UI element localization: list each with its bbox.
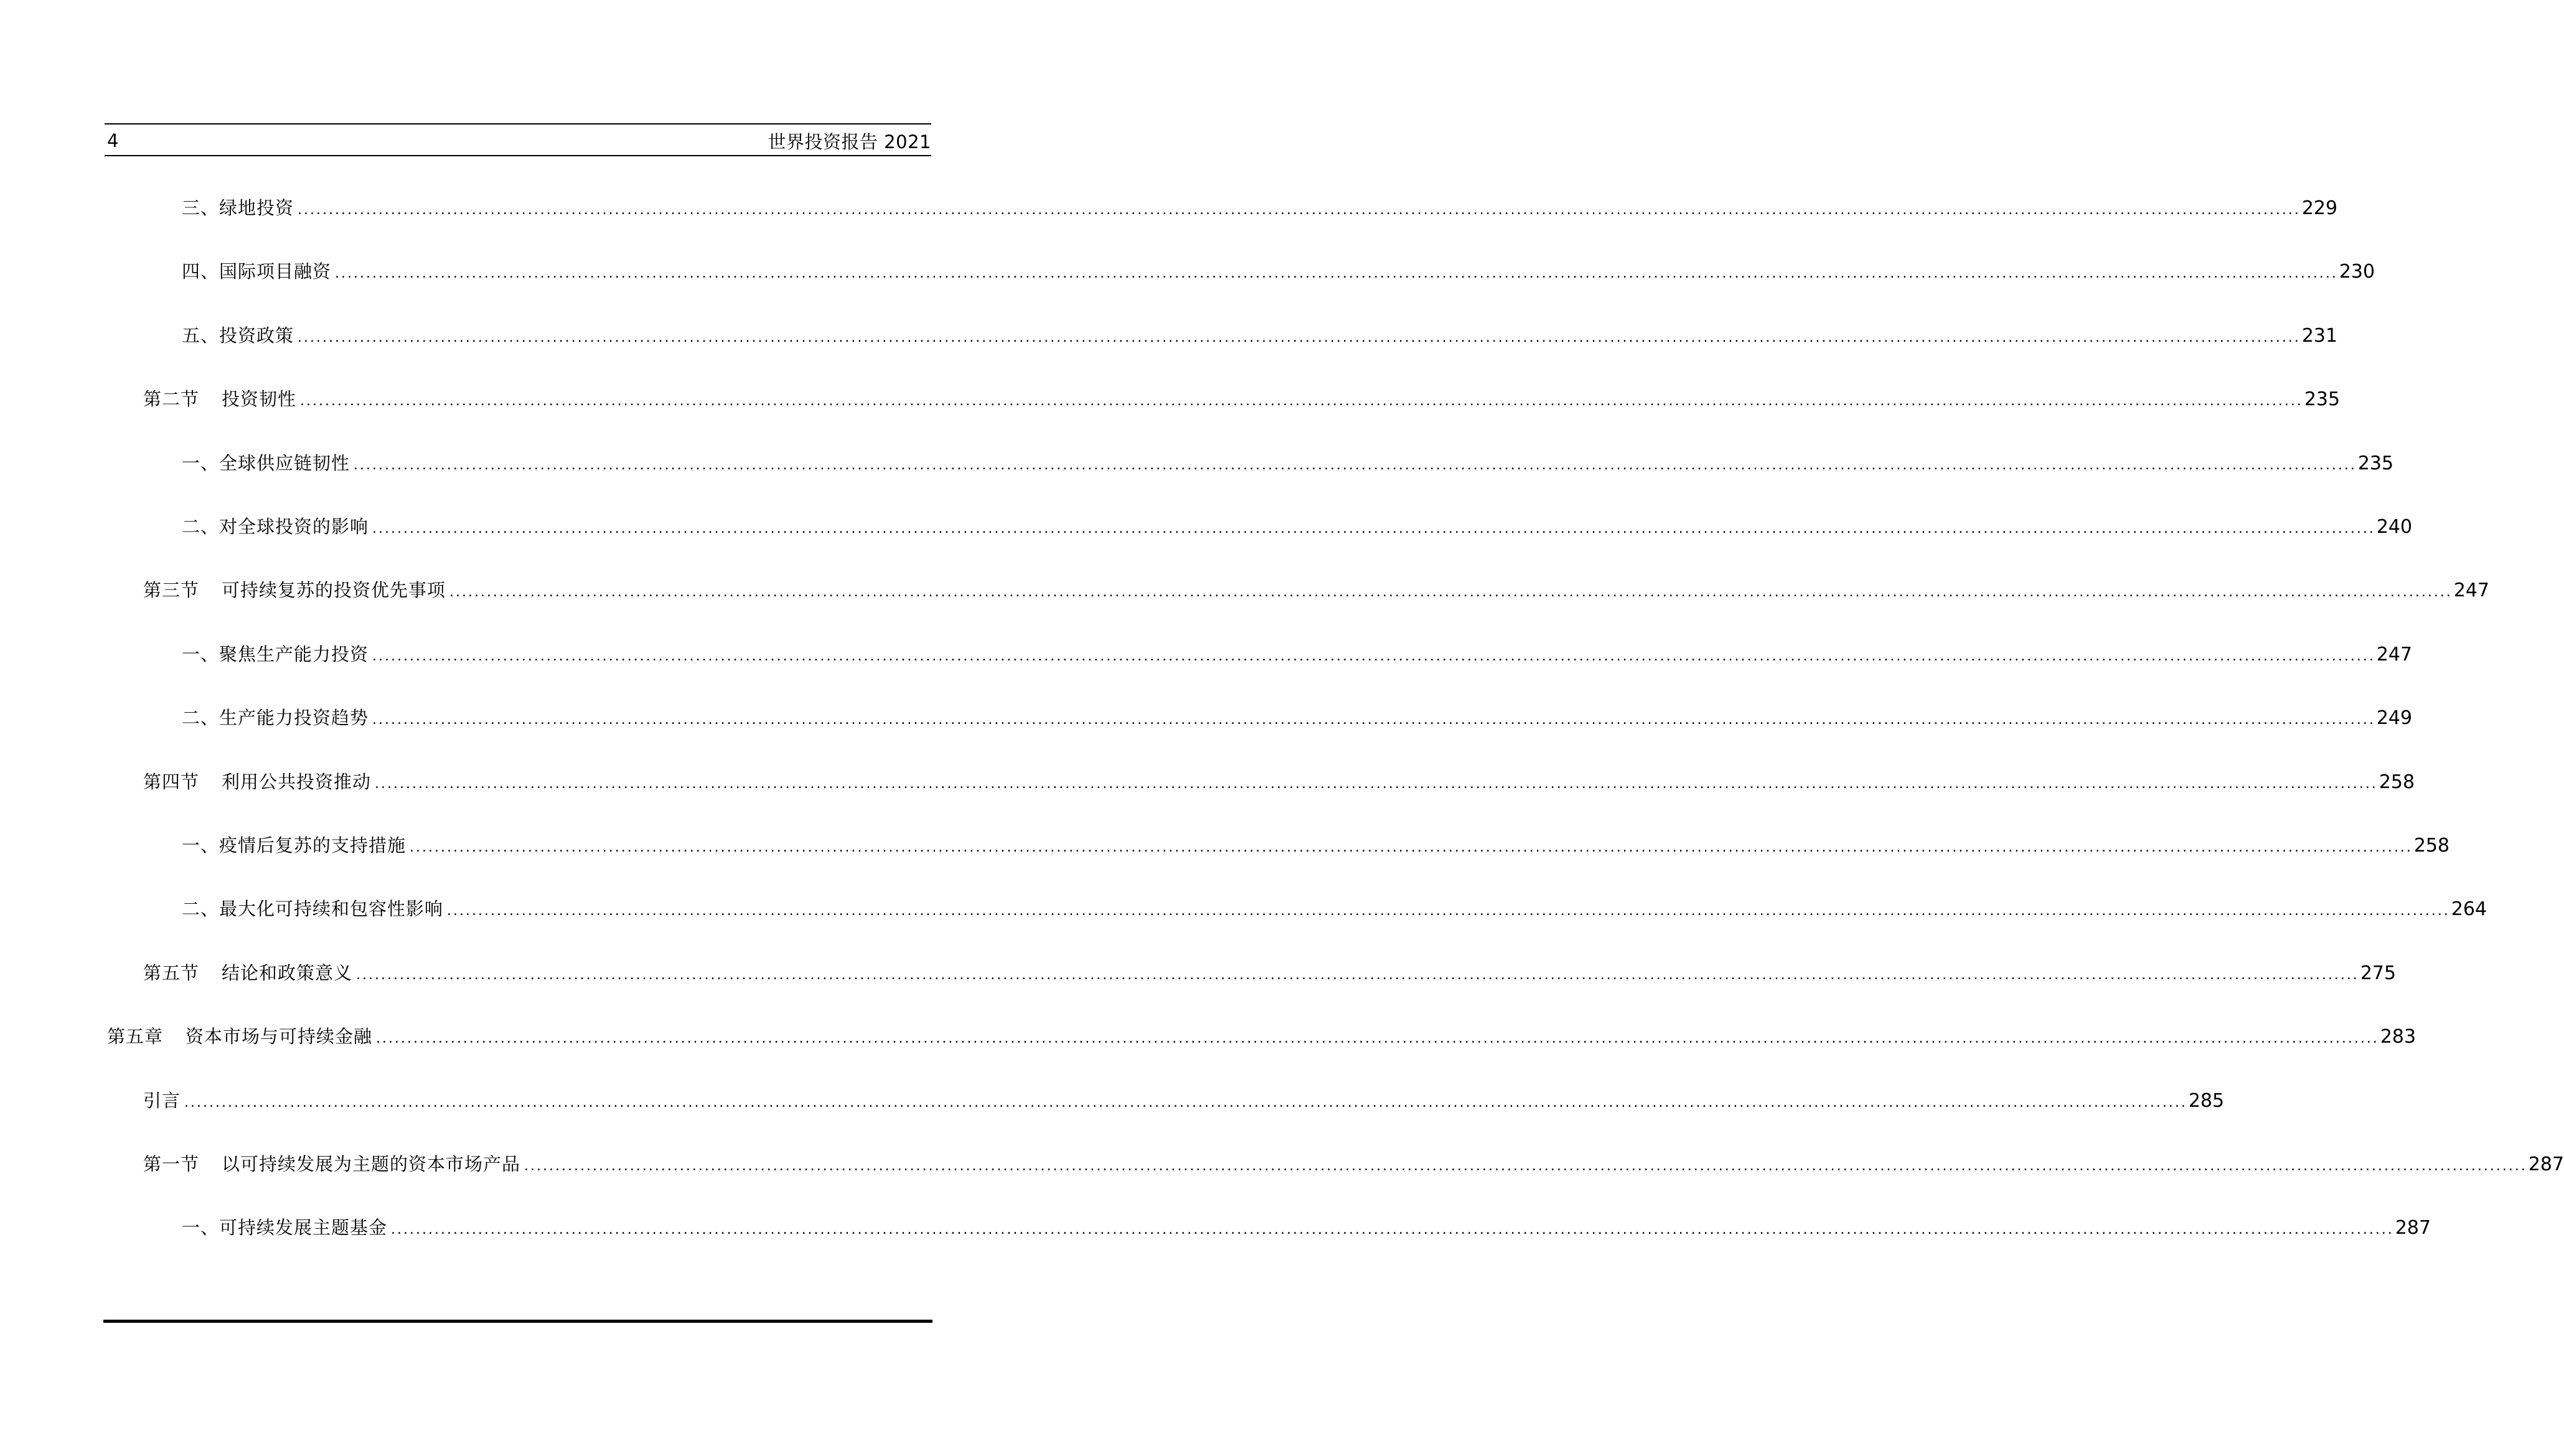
toc-entry-label: 一、可持续发展主题基金 — [182, 1217, 388, 1239]
toc-entry-label: 一、疫情后复苏的支持措施 — [182, 835, 406, 856]
toc-entry-page-number: 247 — [2453, 580, 2490, 602]
toc-entry-page-number: 247 — [2376, 643, 2413, 665]
toc-entry-section-number: 第五节 — [143, 962, 200, 984]
toc-entry[interactable] — [182, 513, 2413, 540]
toc-entry[interactable] — [107, 1023, 2416, 1050]
toc-entry-page-number: 240 — [2376, 516, 2413, 538]
toc-entry-page-number: 249 — [2376, 707, 2413, 730]
toc-entry[interactable] — [143, 768, 2415, 796]
toc-entry-label: 二、最大化可持续和包容性影响 — [182, 898, 444, 920]
toc-entry-label — [143, 385, 296, 411]
toc-entry-label: 五、投资政策 — [182, 324, 294, 346]
toc-entry-label: 引言 — [143, 1089, 181, 1111]
running-title: 世界投资报告 2021 — [768, 131, 931, 153]
toc-entry-label: 一、全球供应链韧性 — [182, 452, 350, 474]
toc-leader-dots: .................................................................................................................................................................................................................................................................................................................................. — [300, 393, 2303, 410]
toc-leader-dots: .................................................................................................................................................................................................................................................................................................................................. — [375, 776, 2378, 792]
toc-leader-dots: .................................................................................................................................................................................................................................................................................................................................. — [184, 1094, 2187, 1111]
toc-entry[interactable] — [143, 959, 2397, 987]
toc-entry-page-number: 264 — [2451, 898, 2487, 921]
toc-entry[interactable] — [182, 895, 2487, 923]
toc-entry-label — [143, 576, 446, 602]
toc-entry-section-number: 第五章 — [107, 1026, 164, 1048]
toc-entry-label: 一、聚焦生产能力投资 — [182, 643, 369, 665]
page-header — [107, 127, 931, 154]
toc-entry-page-number: 231 — [2301, 324, 2338, 347]
toc-entry-label — [107, 1023, 372, 1048]
toc-leader-dots: .................................................................................................................................................................................................................................................................................................................................. — [298, 202, 2301, 218]
toc-leader-dots: .................................................................................................................................................................................................................................................................................................................................. — [391, 1222, 2394, 1238]
toc-entry-title: 利用公共投资推动 — [222, 771, 372, 792]
toc-entry-label — [143, 768, 371, 794]
toc-entry-section-number: 第三节 — [143, 580, 200, 601]
toc-entry-page-number: 229 — [2301, 197, 2338, 219]
toc-entry[interactable] — [182, 449, 2394, 477]
toc-leader-dots: .................................................................................................................................................................................................................................................................................................................................. — [372, 521, 2375, 537]
toc-entry[interactable] — [143, 385, 2341, 413]
toc-leader-dots: .................................................................................................................................................................................................................................................................................................................................. — [298, 329, 2301, 345]
toc-entry-label — [143, 1150, 520, 1176]
toc-leader-dots: .................................................................................................................................................................................................................................................................................................................................. — [410, 840, 2413, 855]
toc-entry-page-number: 283 — [2380, 1026, 2416, 1048]
toc-entry[interactable] — [182, 194, 2338, 222]
toc-entry-label: 二、生产能力投资趋势 — [182, 707, 369, 729]
toc-entry[interactable] — [182, 704, 2413, 731]
toc-leader-dots: .................................................................................................................................................................................................................................................................................................................................. — [335, 266, 2338, 282]
toc-leader-dots: .................................................................................................................................................................................................................................................................................................................................. — [354, 457, 2357, 473]
toc-entry-section-number: 第一节 — [143, 1153, 200, 1175]
toc-entry[interactable] — [182, 832, 2450, 859]
toc-entry[interactable] — [143, 1087, 2225, 1114]
toc-leader-dots: .................................................................................................................................................................................................................................................................................................................................. — [372, 648, 2375, 664]
toc-entry[interactable] — [182, 641, 2413, 668]
toc-entry-title: 以可持续发展为主题的资本市场产品 — [222, 1153, 521, 1175]
toc-entry-title: 可持续复苏的投资优先事项 — [222, 580, 446, 601]
toc-entry[interactable] — [182, 258, 2375, 285]
header-top-rule — [105, 123, 931, 124]
toc-entry[interactable] — [182, 1214, 2431, 1241]
toc-entry-label: 三、绿地投资 — [182, 197, 294, 218]
toc-entry-page-number: 287 — [2395, 1217, 2431, 1239]
toc-entry-section-number: 第四节 — [143, 771, 200, 792]
toc-entry-title: 投资韧性 — [222, 388, 297, 410]
page-number: 4 — [107, 130, 119, 151]
toc-entry[interactable] — [143, 1150, 2564, 1178]
toc-entry-page-number: 285 — [2188, 1089, 2225, 1112]
toc-entry-page-number: 230 — [2339, 261, 2375, 283]
toc-entry-page-number: 235 — [2357, 452, 2394, 474]
toc-entry-title: 结论和政策意义 — [222, 962, 353, 984]
toc-entry[interactable] — [143, 576, 2490, 604]
toc-entry-label: 二、对全球投资的影响 — [182, 516, 369, 537]
toc-entry-section-number: 第二节 — [143, 388, 200, 410]
toc-entry-page-number: 287 — [2528, 1153, 2564, 1175]
header-bottom-rule — [105, 155, 931, 156]
toc-entry-title: 资本市场与可持续金融 — [185, 1026, 373, 1048]
footer-rule — [103, 1320, 932, 1323]
toc-leader-dots: .................................................................................................................................................................................................................................................................................................................................. — [524, 1158, 2527, 1174]
toc-leader-dots: .................................................................................................................................................................................................................................................................................................................................. — [372, 712, 2375, 728]
toc-entry-page-number: 235 — [2304, 388, 2341, 411]
toc-leader-dots: .................................................................................................................................................................................................................................................................................................................................. — [376, 1031, 2379, 1047]
toc-entry-page-number: 258 — [2413, 835, 2450, 857]
toc-entry[interactable] — [182, 322, 2338, 349]
toc-entry-page-number: 258 — [2379, 771, 2415, 793]
toc-entry-page-number: 275 — [2360, 962, 2397, 984]
toc-entry-label — [143, 959, 352, 985]
toc-entry-label: 四、国际项目融资 — [182, 261, 332, 283]
toc-leader-dots: .................................................................................................................................................................................................................................................................................................................................. — [447, 903, 2450, 919]
toc-leader-dots: .................................................................................................................................................................................................................................................................................................................................. — [449, 585, 2453, 601]
toc-leader-dots: .................................................................................................................................................................................................................................................................................................................................. — [356, 967, 2359, 983]
